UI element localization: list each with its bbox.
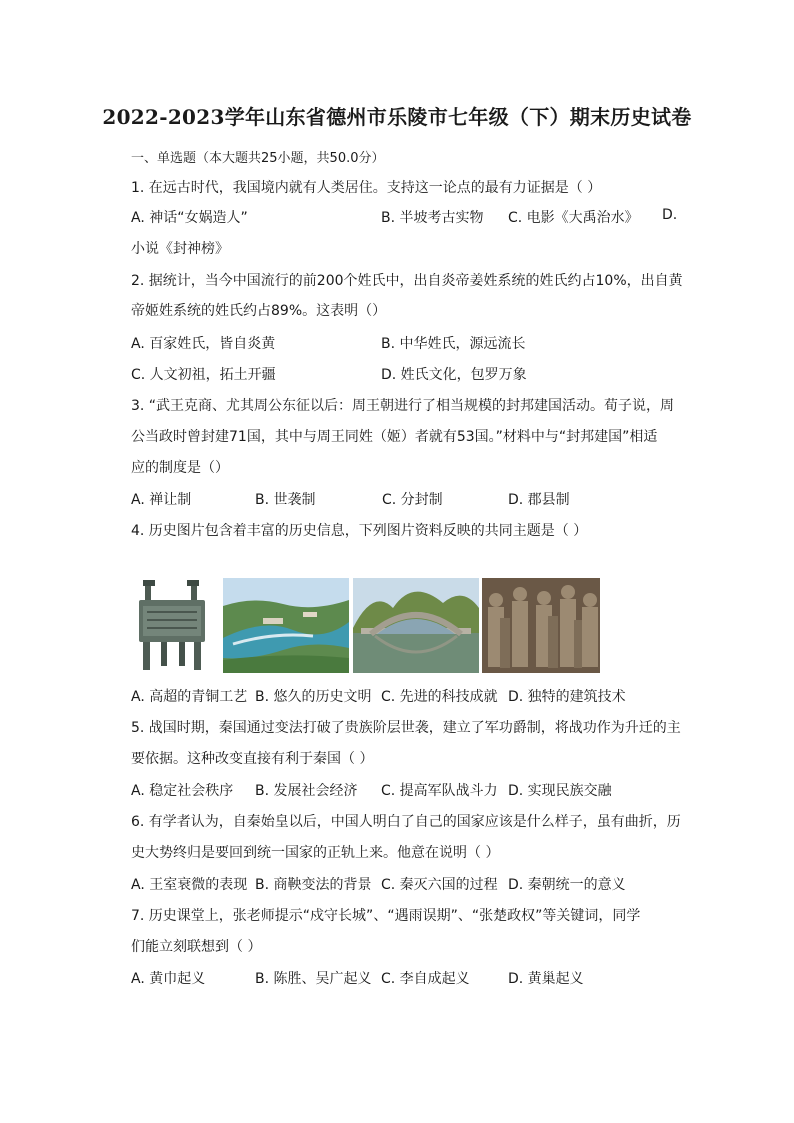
option-c: C. 秦灭六国的过程	[381, 877, 498, 893]
option-c: C. 先进的科技成就	[381, 689, 498, 705]
question-4-image-strip	[131, 578, 601, 673]
option-d: D.	[662, 207, 678, 223]
option-a: A. 神话“女娲造人”	[131, 210, 248, 226]
option-d: D. 黄巢起义	[508, 971, 584, 987]
option-a: A. 黄巾起义	[131, 971, 206, 987]
question-1-option-d-text: 小说《封神榜》	[131, 241, 229, 257]
option-b: B. 悠久的历史文明	[255, 689, 372, 705]
option-a: A. 稳定社会秩序	[131, 783, 234, 799]
zhaozhou-bridge-image	[353, 578, 479, 673]
exam-title: 2022-2023学年山东省德州市乐陵市七年级（下）期末历史试卷	[102, 105, 692, 129]
option-b: B. 半坡考古实物	[381, 210, 484, 226]
option-c: C. 提高军队战斗力	[381, 783, 498, 799]
option-c: C. 电影《大禹治水》	[508, 210, 639, 226]
question-5-stem-line-2: 要依据。这种改变直接有利于秦国（ ）	[131, 751, 374, 767]
option-a: A. 百家姓氏，皆自炎黄	[131, 336, 276, 352]
question-3-stem-line-1: 3. “武王克商、尤其周公东征以后：周王朝进行了相当规模的封邦建国活动。荀子说，周	[131, 398, 675, 414]
option-d: D. 实现民族交融	[508, 783, 612, 799]
option-d: D. 独特的建筑技术	[508, 689, 626, 705]
question-7-stem-line-1: 7. 历史课堂上，张老师提示“戍守长城”、“遇雨误期”、“张楚政权”等关键词，同学	[131, 908, 641, 924]
option-a: A. 王室衰微的表现	[131, 877, 248, 893]
question-1-stem: 1. 在远古时代，我国境内就有人类居住。支持这一论点的最有力证据是（ ）	[131, 180, 602, 196]
option-c: C. 分封制	[382, 492, 443, 508]
question-2-stem-line-2: 帝姬姓系统的姓氏约占89%。这表明（）	[131, 303, 387, 319]
option-c: C. 李自成起义	[381, 971, 470, 987]
option-b: B. 商鞅变法的背景	[255, 877, 372, 893]
section-heading: 一、单选题（本大题共25小题，共50.0分）	[131, 151, 385, 166]
question-6-stem-line-1: 6. 有学者认为，自秦始皇以后，中国人明白了自己的国家应该是什么样子，虽有曲折，历	[131, 814, 681, 830]
option-a: A. 高超的青铜工艺	[131, 689, 248, 705]
option-a: A. 禅让制	[131, 492, 192, 508]
option-c: C. 人文初祖，拓土开疆	[131, 367, 276, 383]
option-d: D. 秦朝统一的意义	[508, 877, 626, 893]
question-4-stem: 4. 历史图片包含着丰富的历史信息，下列图片资料反映的共同主题是（ ）	[131, 523, 588, 539]
question-5-stem-line-1: 5. 战国时期，秦国通过变法打破了贵族阶层世袭，建立了军功爵制，将战功作为升迁的主	[131, 720, 681, 736]
option-b: B. 陈胜、吴广起义	[255, 971, 372, 987]
option-b: B. 中华姓氏，源远流长	[381, 336, 526, 352]
question-2-stem-line-1: 2. 据统计，当今中国流行的前200个姓氏中，出自炎帝姜姓系统的姓氏约占10%，出自黄	[131, 273, 683, 289]
terracotta-warriors-image	[482, 578, 600, 673]
option-d: D. 郡县制	[508, 492, 570, 508]
bronze-ding-image	[131, 578, 215, 673]
question-6-stem-line-2: 史大势终归是要回到统一国家的正轨上来。他意在说明（ ）	[131, 845, 500, 861]
dujiangyan-image	[223, 578, 349, 673]
option-b: B. 世袭制	[255, 492, 316, 508]
option-d: D. 姓氏文化，包罗万象	[381, 367, 527, 383]
question-3-stem-line-3: 应的制度是（）	[131, 460, 229, 476]
question-3-stem-line-2: 公当政时曾封建71国，其中与周王同姓（姬）者就有53国。”材料中与“封邦建国”相适	[131, 429, 658, 445]
option-b: B. 发展社会经济	[255, 783, 358, 799]
question-7-stem-line-2: 们能立刻联想到（ ）	[131, 939, 262, 955]
